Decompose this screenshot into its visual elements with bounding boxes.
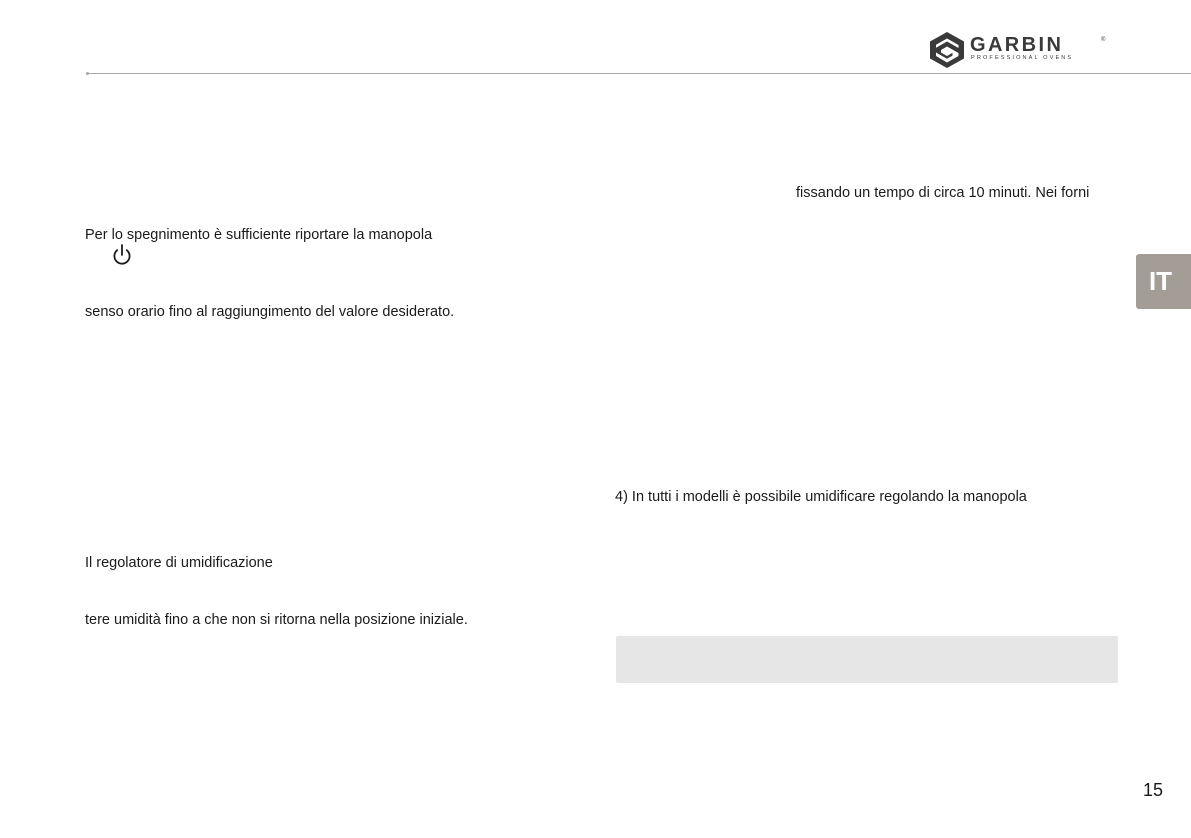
power-icon <box>111 243 133 267</box>
left-text-line-4: tere umidità fino a che non si ritorna nella posizione iniziale. <box>85 612 468 628</box>
left-text-line-1: Per lo spegnimento è sufficiente riportare la manopola <box>85 227 433 243</box>
garbin-logo-icon <box>928 31 966 69</box>
logo-tagline: PROFESSIONAL OVENS <box>971 55 1074 61</box>
logo-registered-mark: ® <box>1101 37 1106 43</box>
right-text-line-2: 4) In tutti i modelli è possibile umidificare regolando la manopola <box>615 489 1027 505</box>
note-box <box>616 636 1118 683</box>
language-tab: IT <box>1136 254 1191 309</box>
right-text-line-1: fissando un tempo di circa 10 minuti. Nei forni <box>796 185 1090 201</box>
logo-wordmark: GARBIN <box>970 34 1064 56</box>
page-number: 15 <box>1143 780 1164 800</box>
left-text-line-3: Il regolatore di umidificazione <box>85 555 273 571</box>
header-rule <box>88 73 1191 74</box>
left-text-line-2: senso orario fino al raggiungimento del valore desiderato. <box>85 304 455 320</box>
header-rule-dot <box>86 72 89 75</box>
